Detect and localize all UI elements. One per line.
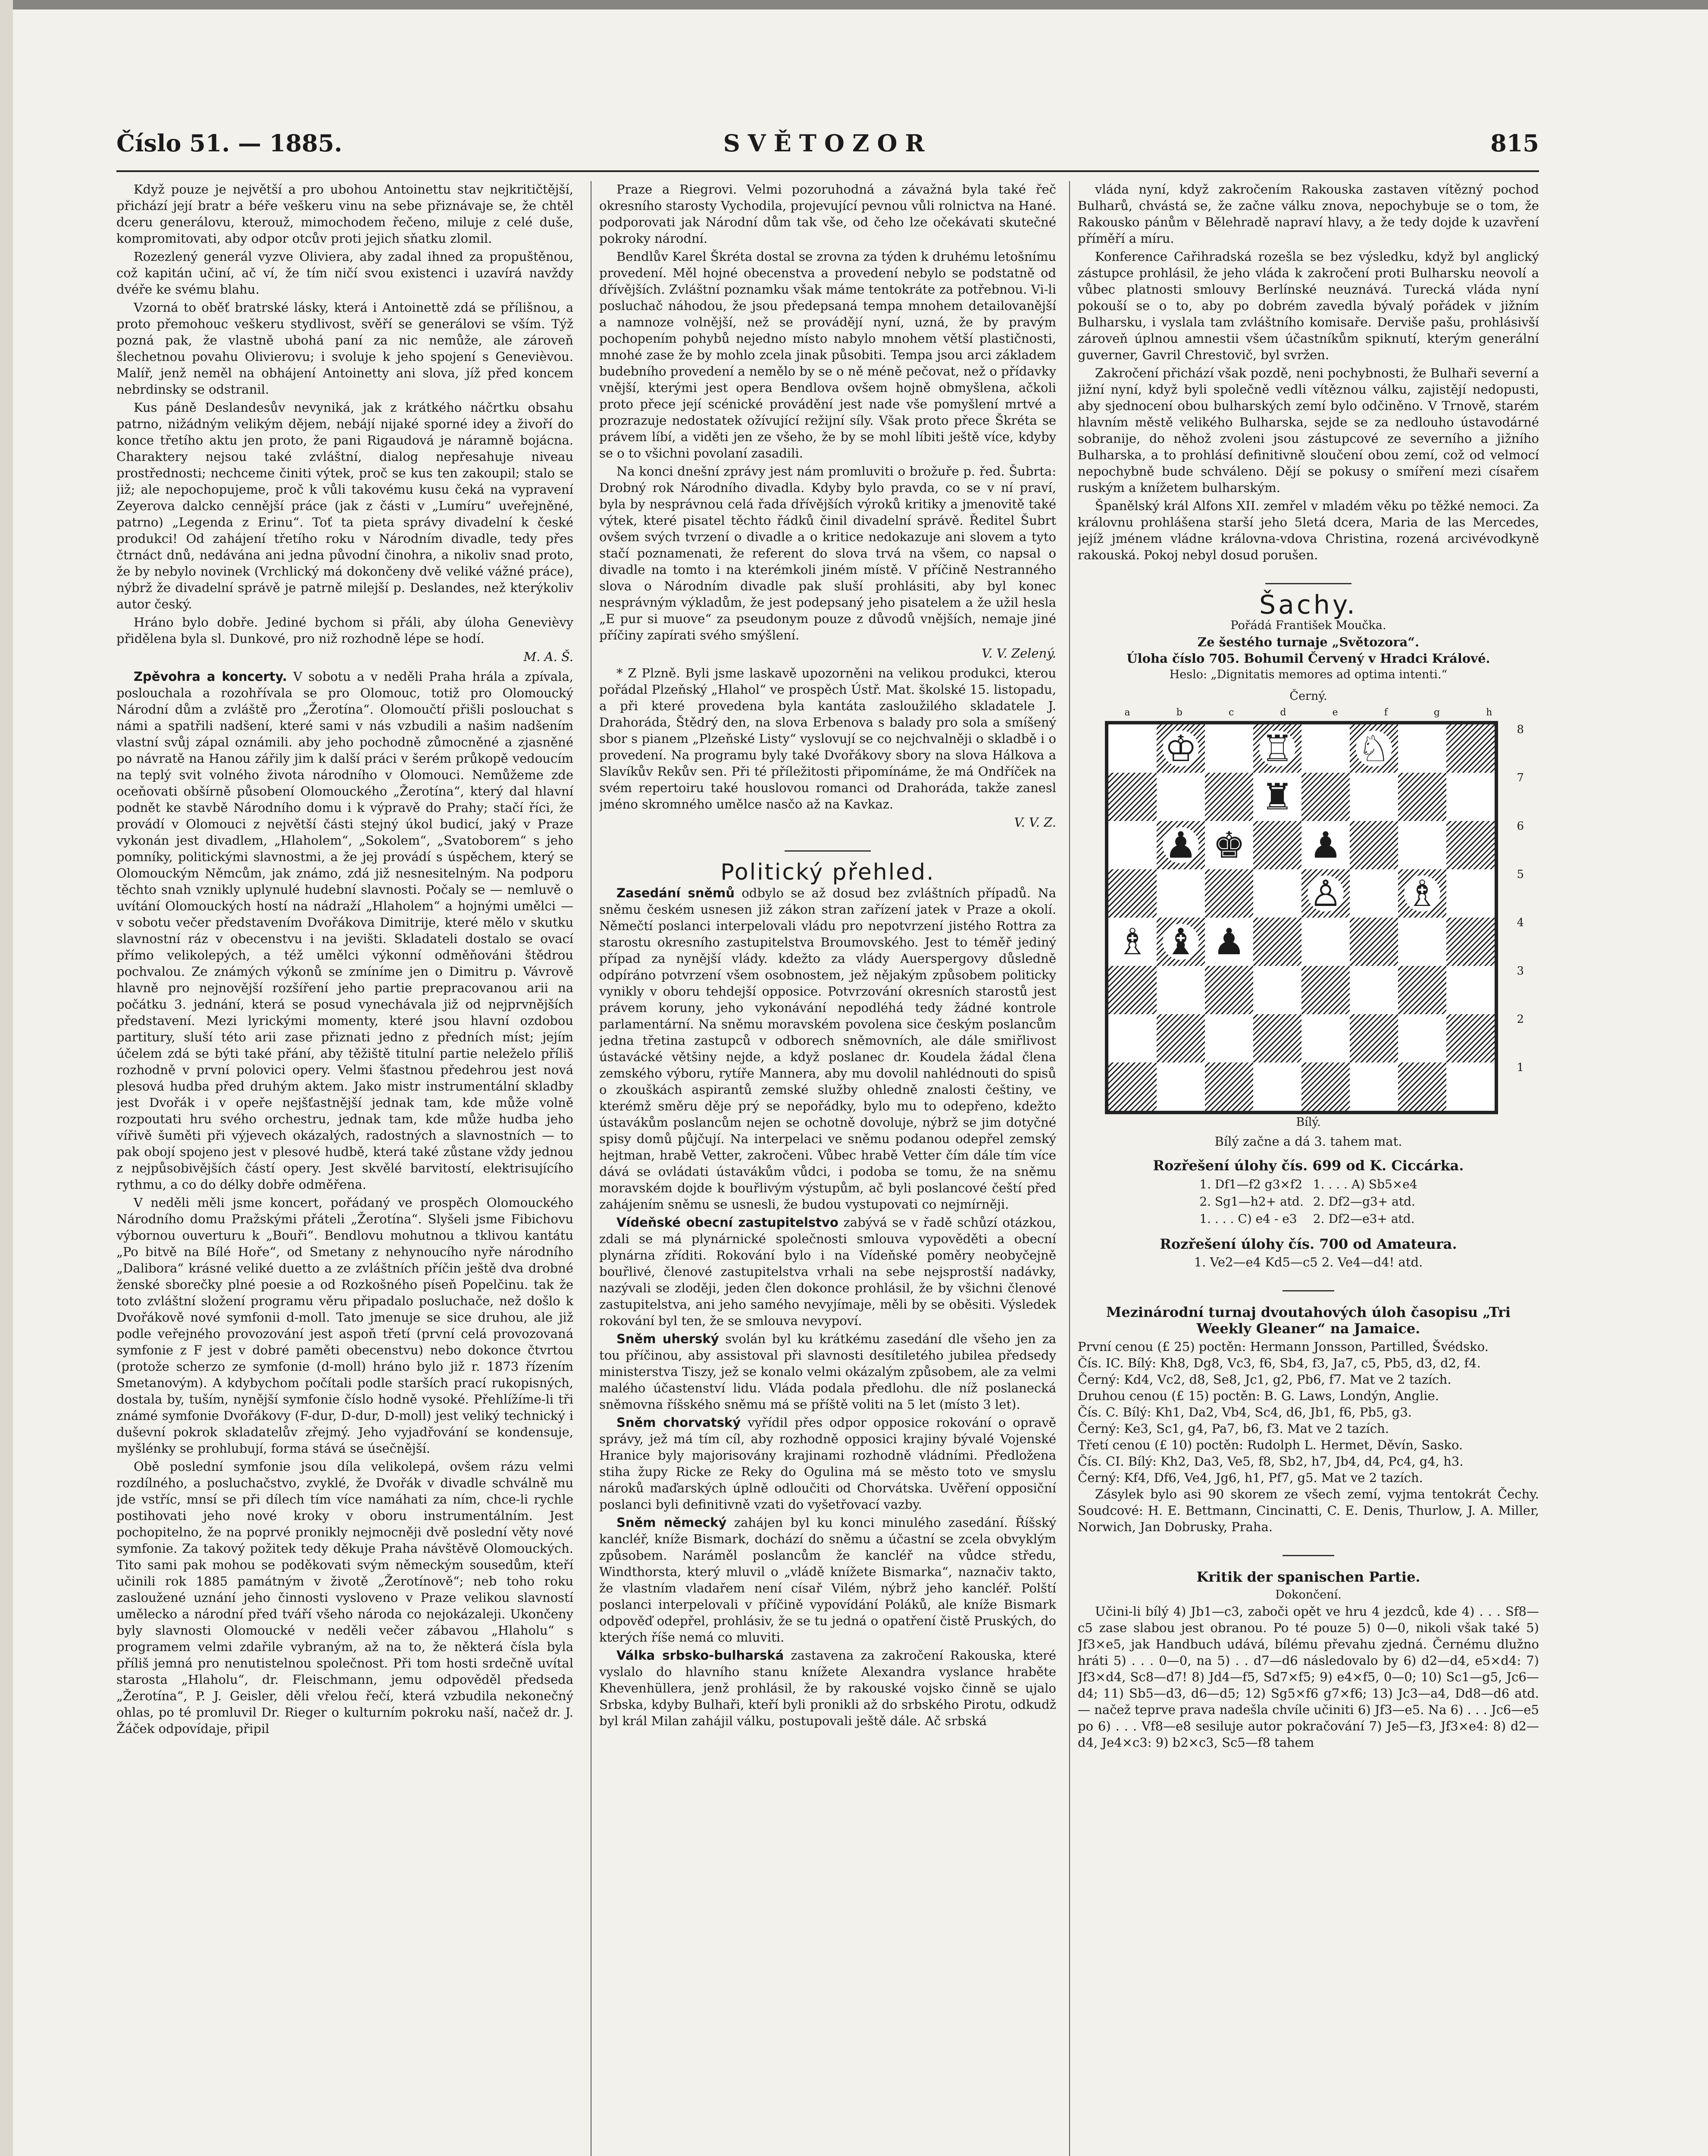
board-square [1301, 966, 1350, 1014]
file-label: c [1228, 707, 1234, 718]
board-square [1108, 966, 1157, 1014]
paragraph: Hráno bylo dobře. Jediné bychom si přáli, aby úloha Genevièvy přidělena byla sl. Dunkové, pro niž rozhodně lépe se hodí. [116, 615, 573, 646]
paragraph: Učini-li bílý 4) Jb1—c3, zaboči opět ve hru 4 jezdců, kde 4) . . . Sf8—c5 zase slabou jest obranou. Po té pouze 5) 0—0, nikoli však také 5) Jf3×e5, jak Handbuch udává, bílému převahu zjedná. Černému dlužno hráti 5) . . . 0—0, na 5) . . d7—d6 následovalo by 6) d2—d4, e5×d4: 7) Jf3×d4, Sc8—d7! 8) Jd4—f5, Sd7×f5; 9) e4×f5, 0—0; 10) Sc1—g5, Jc6—d4; 11) Sb5—d3, d6—d5; 12) Sg5×f6 g7×f6; 13) Jc3—a4, Dd8—d6 atd. — načež teprve prava nadešla chvíle učiniti 6) Jf3—e5. Na 6) . . . Jc6—e5 po 6) . . . Vf8—e8 sesiluje autor pokračování 7) Je5—f3, Jf3×e4: 8) d2—d4, Je4×c3: 9) b2×c3, Sc5—f8 tahem [1078, 1604, 1539, 1750]
chess-piece: ♟ [1163, 827, 1198, 863]
board-square [1350, 869, 1398, 918]
board-square [1253, 1062, 1301, 1111]
board-square [1157, 869, 1205, 918]
paragraph: Španělský král Alfons XII. zemřel v mladém věku po těžké nemoci. Za královnu prohlášena starší jeho 5letá dcera, Maria de las Mercedes, jejíž jménem vládne královna-vdova Christina, rozená arcivévodkyně rakouská. Pokoj nebyl dosud porušen. [1078, 498, 1539, 562]
board-square [1205, 1014, 1253, 1062]
page-header [116, 129, 1539, 164]
tourney-line: První cenou (£ 25) poctěn: Hermann Jonsson, Partilled, Švédsko. [1078, 1339, 1489, 1354]
chess-arranger: Pořádá František Moučka. [1230, 619, 1386, 632]
board-square [1253, 869, 1301, 918]
chess-piece: ♚ [1211, 827, 1247, 863]
white-label: Bílý. [1296, 1116, 1321, 1129]
black-label: Černý. [1289, 689, 1327, 703]
board-square [1157, 918, 1205, 966]
file-label: h [1486, 707, 1492, 718]
paragraph: Zásylek bylo asi 90 skorem ze všech zemí, vyjma tentokrát Čechy. Soudcové: H. E. Bettmann, Cincinatti, C. E. Denis, Thurlow, J. A. Miller, Norwich, Jan Dobrusky, Praha. [1078, 1487, 1539, 1534]
board-square [1350, 724, 1398, 773]
header-rule [116, 170, 1539, 172]
table-cell: 1. . . . A) Sb5×e4 [1313, 1177, 1417, 1191]
file-label: d [1280, 707, 1286, 718]
paragraph-text: zahájen byl ku konci minulého zasedání. Říšský kancléř, kníže Bismark, dochází do sněmu a účastní se zcela obvyklým způsobem. Naráměl poslancům že kancléř na vůdce středu, Windthorsta, který mluvil o „vládě knížete Bismarka“, naznačiv takto, že vlastním vladařem není císař Vilém, nýbrž jeho kancléř. Polští poslanci interpelovali v příčině vypovídání Poláků, ale kníže Bismark odpověď odepřel, prohlásiv, že se tu jedná o opatření čistě Pruských, do kterých říše nemá co mluviti. [599, 1515, 1056, 1645]
paragraph-text: V sobotu a v neděli Praha hrála a zpívala, poslouchala a rozohřívala se pro Olomouc, totiž pro Olomoucký Národní dům a zvláště pro „Žerotína“. Olomoučtí přišli poslouchat s námi a spatřili nadšení, které sami v nás vzbudili a našim nadšením vlastní svůj zápal oznámili. aby jeho pochodně zůmocněné a zjasněné po návratě na Hanou zářily jim k další práci v šerém průkopě vedoucím na teplý svit volného života národního v Olomouci. Nemůžeme zde oceňovati obšírně působení Olomouckého „Žerotína“, který dal hlavní podnět ke stavbě Národního domu i k výpravě do Prahy; stačí říci, že provádí v Olomouci z největší části stejný úkol budicí, jaký v Praze vykonán jest divadlem, „Hlaholem“, „Sokolem“, „Svatoborem“ s jeho pomníky, politickými slavnostmi, a že jej provádí s úspěchem, který se Olomouckým Němcům, jak známo, zdá již nesnesitelným. Na podporu těchto snah vznikly uplynulé hudební slavnosti. Počaly se — nemluvě o uvítání Olomouckých hostí na nádraží „Hlaholem“ a hojnými umělci — v sobotu večer představením Dvořákova Dimitrije, které mělo v skutku slavnostní ráz v obecenstvu i na jevišti. Skladateli dostalo se ovací přímo velikolepých, a též umělci výkonní odměňováni štědrou pochvalou. Ze známých výkonů se zmíníme jen o Dimitru p. Vávrově hlavně pro nejnovější rozšíření jeho partie prepracovanou arii na počátku 3. jednání, která se posud vynechávala již od nejprvnějších představení. Mezi lyrickými momenty, které jsou hlavní ozdobou partitury, sluší této arii zase přiznati jedno z předních míst; jejím účelem zdá se býti také přání, aby těžiště titulní partie neleželo příliš rozhodně v první polovici opery. Velmi šťastnou předehrou jest nová plesová hudba před druhým aktem. Jako mistr instrumentální skladby jest Dvořák i v opeře nejšťastnější jednak tam, kde může volně rozpoutati hru svého orchestru, jednak tam, kde může hudba jeho vířivě šuměti při výjevech okázalých, radostných a slavnostních — to pak obojí spojeno jest v plesové hudbě, která také zůstane vždy jednou z nejpůsobivějších částí opery. Jest skvělé barvitostí, elektrisujícího rythmu, a co do délky dobře odměřena. [116, 669, 573, 1192]
board-square [1398, 918, 1446, 966]
tourney-line: Čís. IC. Bílý: Kh8, Dg8, Vc3, f6, Sb4, f3, Ja7, c5, Pb5, d3, d2, f4. [1078, 1356, 1481, 1370]
rank-label: 6 [1517, 820, 1524, 833]
board-square [1446, 821, 1495, 869]
table-cell: 1. . . . C) e4 - e3 [1199, 1212, 1297, 1226]
board-square [1446, 1062, 1495, 1111]
board-square [1301, 1014, 1350, 1062]
board-square [1108, 773, 1157, 821]
board-square [1301, 1062, 1350, 1111]
run-in-heading: Sněm uherský [616, 1332, 719, 1346]
board-square [1350, 1014, 1398, 1062]
board-square [1108, 1014, 1157, 1062]
board-square [1350, 773, 1398, 821]
paragraph: Vzorná to oběť bratrské lásky, která i Antoinettě zdá se přílišnou, a proto přemohouc veškeru stydlivost, svěří se generálovi se vším. Týž pozná pak, že vlastně ubohá paní za nic nemůže, ale zároveň šlechetnou povahu Olivierovu; i svoluje k jeho spojení s Genevièvou. Malíř, jenž neměl na obhájení Antoinetty ani slova, jíž před koncem nebrdinsky se odstranil. [116, 300, 573, 397]
paragraph: Obě poslední symfonie jsou díla velikolepá, ovšem rázu velmi rozdílného, a posluchačstvo, zvyklé, že Dvořák v divadle schválně mu jde vstříc, mnsí se při dílech tím více namáhati za ním, chce-li rychle postihovati jeho nové kroky v oboru instrumentálním. Jest pochopitelno, že na poprvé pronikly nejmocněji dvě poslední věty nové symfonie. Za takový požitek tedy děkuje Praha návštěvě Olomouckých. Tito sami pak mohou se poděkovati svým německým sousedům, kteří učinili rok 1885 památným v životě „Žerotínově“; neb toho roku zasloužené uznání jeho činnosti vysloveno v Praze velikou slavností umělecko a národní před tváří všeho národa co nejokázaleji. Ukončeny byly slavnosti Olomoucké v neděli večer zábavou „Hlaholu“ s programem velmi zdařile vybraným, až na to, že některá čísla byla příliš jemná pro nenutistelnou společnost. Při tom hosti srdečně uvítal starosta „Hlaholu“, dr. Fleischmann, jemu odpověděl předseda „Žerotína“, P. J. Geisler, děli vřelou řečí, která vzbudila nekonečný ohlas, po té promluvil Dr. Rieger o kulturním pokroku naší, načež dr. J. Žáček odpovídaje, připil [116, 1459, 573, 1736]
board-square [1205, 918, 1253, 966]
board-square [1157, 773, 1205, 821]
board-square [1205, 821, 1253, 869]
problem-caption: Bílý začne a dá 3. tahem mat. [1214, 1134, 1402, 1149]
board-square [1108, 821, 1157, 869]
board-square [1301, 724, 1350, 773]
file-label: f [1384, 707, 1388, 718]
board-square [1398, 1062, 1446, 1111]
board-square [1108, 869, 1157, 918]
solution-title: Rozřešení úlohy čís. 699 od K. Ciccárka. [1153, 1157, 1464, 1174]
problem-title: Úloha číslo 705. Bohumil Červený v Hradci Králové. [1126, 651, 1490, 666]
chess-diagram [1093, 688, 1524, 1131]
board-square [1446, 773, 1495, 821]
rank-label: 2 [1517, 1013, 1524, 1026]
column-1 [116, 181, 573, 2156]
chess-piece: ♗ [1404, 875, 1440, 912]
board-square [1253, 918, 1301, 966]
column-2 [599, 181, 1056, 2156]
board-square [1446, 724, 1495, 773]
paragraph: Bendlův Karel Škréta dostal se zrovna za týden k druhému letošnímu provedení. Měl hojné obecenstva a provedení nebylo se podstatně od dřívějších. Zvláštní poznamku však máme tentokráte za potřebnou. Vi-li posluchač náhodou, že jsou předepsaná tempa mnohem detailovanější a namnoze volnější, než se provádějí nyní, uzná, že by pravým pochopením pohybů nejedno místo nabylo mnohem větší plastičnosti, mnohé zase že by mohlo zcela jinak působiti. Tempa jsou arci základem budebního provedení a nemělo by se o ně méně pečovat, než o přídavky vnější, kterými jest opera Bendlova ovšem hojně obmyšlena, ačkoli proto přece její scénické provádění jest nade vše pomyšlení mrtvé a prozrazuje nedostatek ožívující režijní síly. Však proto přece Škréta se právem líbí, a viděti jen ze všeho, že by se mohl líbiti ještě více, kdyby se o to všichni povolaní zasadili. [599, 249, 1056, 461]
rank-label: 4 [1517, 916, 1524, 929]
issue-number: Číslo 51. — 1885. [116, 129, 342, 157]
board-square [1253, 773, 1301, 821]
run-in-heading: Zasedání sněmů [616, 886, 735, 900]
solution-line: 1. Ve2—e4 Kd5—c5 2. Ve4—d4! atd. [1194, 1255, 1423, 1269]
board-square [1446, 966, 1495, 1014]
chessboard [1105, 721, 1498, 1114]
file-labels [1101, 705, 1515, 721]
board-square [1205, 869, 1253, 918]
run-in-heading: Sněm chorvatský [616, 1415, 741, 1430]
board-square [1398, 821, 1446, 869]
paragraph-text: vyřídil přes odpor opposice rokování o opravě správy, jež má tím cíl, aby rozhodně opposici krajiny bývalé Vojenské Hranice byly majorisovány krajinami rozhodně vládními. Předložena stiha župy Ricke ze Reky do Ogulina má se město toto ve smyslu nároků maďarských úplně odloučiti od Chorvátska. Uvěření opposiční poslanci byli definitivně vzati do vyšetřovací vazby. [599, 1415, 1056, 1512]
board-square [1157, 966, 1205, 1014]
board-square [1157, 1014, 1205, 1062]
tourney-title: Ze šestého turnaje „Světozora“. [1197, 635, 1420, 649]
column-divider [1069, 181, 1070, 2156]
chess-piece: ♜ [1259, 779, 1295, 815]
paragraph: vláda nyní, když zakročením Rakouska zastaven vítězný pochod Bulharů, chvástá se, že začne válku znova, nepochybuje se o tom, že Rakousko pánům v Bělehradě napraví hlavy, a že tedy dojde k uzavření příměří a míru. [1078, 182, 1539, 246]
column-3 [1078, 181, 1539, 2156]
board-square [1157, 821, 1205, 869]
file-label: e [1332, 707, 1338, 718]
tourney-heading: Mezinárodní turnaj dvoutahových úloh časopisu „Tri Weekly Gleaner“ na Jamaice. [1106, 1304, 1511, 1337]
chess-piece: ♖ [1259, 730, 1295, 767]
rank-label: 7 [1517, 771, 1524, 784]
paragraph: Konference Cařihradská rozešla se bez výsledku, když byl anglický zástupce prohlásil, že jeho vláda k zakročení proti Bulharsku neovolí a vůbec platnosti smlouvy Berlínské neuznává. Turecká vláda nyní pokouší se o to, aby po dobrém zavedla bývalý pořádek v jižním Bulharsku, i vyslala tam zvláštního komisaře. Derviše pašu, prohlásivší zároveň úplnou amnestii všem účastníkům spiknutí, kterým generální guverner, Gavril Chrestovič, byl svržen. [1078, 249, 1539, 362]
ornament-divider [1078, 1544, 1539, 1560]
board-square [1446, 1014, 1495, 1062]
run-in-heading: Zpěvohra a koncerty. [134, 669, 287, 684]
tourney-line: Druhou cenou (£ 15) poctěn: B. G. Laws, Londýn, Anglie. [1078, 1388, 1439, 1403]
rank-label: 5 [1517, 868, 1524, 881]
paragraph: Zakročení přichází však pozdě, neni pochybnosti, že Bulhaři severní a jižní nyní, když byli společně vedli vítěznou válku, zajistějí nedopusti, aby sjednocení obou bulharských zemí bylo odčiněno. V Trnově, starém hlavním městě velikého Bulharska, sejde se za nedlouho ústavodárné sobranije, do něhož zvoleni jsou zástupcové ze severního a jižního Bulharska, a to prohlásí definitivně sloučení obou zemí, což od velmocí nepochybně bude schváleno. Dějí se pokusy o smíření mezi císařem ruským a knížetem bulharským. [1078, 366, 1539, 495]
rank-labels [1517, 705, 1524, 1092]
board-square [1301, 773, 1350, 821]
tourney-line: Čís. C. Bílý: Kh1, Da2, Vb4, Sc4, d6, Jb1, f6, Pb5, g3. [1078, 1405, 1412, 1420]
tourney-line: Černý: Kd4, Vc2, d8, Se8, Jc1, g2, Pb6, f7. Mat ve 2 tazích. [1078, 1372, 1451, 1387]
board-square [1253, 966, 1301, 1014]
run-in-heading: Válka srbsko-bulharská [616, 1648, 784, 1663]
tourney-line: Třetí cenou (£ 10) poctěn: Rudolph L. Hermet, Děvín, Sasko. [1078, 1438, 1463, 1452]
rank-label: 8 [1517, 723, 1524, 736]
file-label: b [1176, 707, 1182, 718]
paragraph: Rozezlený generál vyzve Oliviera, aby zadal ihned za propuštěnou, což kapitán učiní, ač ví, že tím ničí svou existenci i uzavírá navždy dvéře ke svému blahu. [116, 249, 573, 297]
paragraph [599, 885, 1056, 1213]
tourney-line: Čís. CI. Bílý: Kh2, Da3, Ve5, f8, Sb2, h7, Jb4, d4, Pc4, g4, h3. [1078, 1454, 1464, 1469]
scan-edge-top [0, 0, 1708, 9]
chess-section-title: Šachy. [1259, 590, 1358, 620]
file-label: a [1124, 707, 1130, 718]
board-square [1205, 1062, 1253, 1111]
paragraph: Když pouze je největší a pro ubohou Antoinettu stav nejkritičtější, přichází její bratr a béře veškeru vinu na sebe přiznávaje se, že chtěl dceru generálovu, kterouž, mimochodem řečeno, miluje z celé duše, kompromitovati, aby odpor otcův proti jejich sňatku zlomil. [116, 182, 573, 246]
table-cell: 2. Sg1—h2+ atd. [1199, 1194, 1304, 1209]
board-square [1157, 1062, 1205, 1111]
scan-edge-left [0, 0, 13, 2156]
problem-motto: Heslo: „Dignitatis memores ad optima intenti.“ [1169, 668, 1448, 681]
paragraph: Kus páně Deslandesův nevyniká, jak z krátkého náčrtku obsahu patrno, nižádným velikým dějem, nebájí nijaké sporné idey a živoří do konce třetího aktu jen proto, že pani Rigaudová je náramně bojácna. Charaktery nejsou také zvláštní, dialog nepřesahuje niveau prostřednosti; nechceme činiti výtek, proč se kus ten zakoupil; stalo se již; ale nepochopujeme, proč k vůli takovému kusu čeká na vypravení Zeyerova dalcko cennější práce (jak z části v „Lumíru“ uveřejněné, patrno) „Legenda z Erinu“. Toť ta pieta správy divadelní k české produkci! Od zahájení třetího roku v Národním divadle, tedy přes čtrnáct dnů, nedávána ani jedna původní činohra, a nikoliv snad proto, že by nebylo novinek (Vrchlický má dokončeny dvě veliké vážné práce), nýbrž že divadelní správě je patrně milejší p. Deslandes, než kterýkoliv autor český. [116, 400, 573, 611]
board-square [1446, 918, 1495, 966]
paragraph-text: svolán byl ku krátkému zasedání dle všeho jen za tou příčinou, aby assistoval při slavnosti desítiletého jubilea předsedy ministerstva Tiszy, jež se konalo velmi okázalým způsobem, ale za velmi malého účastenství lidu. Vláda podala předlohu. dle níž poslanecká sněmovna říšského sněmu má se příště voliti na 5 let (místo 3 let). [599, 1332, 1056, 1412]
table-row [1195, 1211, 1421, 1227]
board-square [1205, 966, 1253, 1014]
ornament-divider [1078, 1279, 1539, 1295]
table-cell: 1. Df1—f2 g3×f2 [1199, 1177, 1303, 1191]
board-square [1301, 918, 1350, 966]
board-square [1301, 821, 1350, 869]
board-square [1108, 918, 1157, 966]
run-in-heading: Sněm německý [616, 1515, 727, 1530]
paragraph [599, 1514, 1056, 1645]
paragraph [599, 1414, 1056, 1513]
board-square [1108, 724, 1157, 773]
section-title: Politický přehled. [720, 859, 935, 885]
paragraph [599, 1331, 1056, 1413]
table-row [1195, 1194, 1421, 1210]
solution-table [1194, 1175, 1422, 1228]
tourney-line: Černý: Ke3, Sc1, g4, Pa7, b6, f3. Mat ve 2 tazích. [1078, 1421, 1389, 1436]
author-signature: V. V. Z. [1014, 815, 1056, 830]
board-square [1301, 869, 1350, 918]
board-square [1398, 966, 1446, 1014]
board-square [1205, 724, 1253, 773]
board-square [1157, 724, 1205, 773]
ornament-divider [1078, 572, 1539, 588]
board-square [1398, 1014, 1446, 1062]
chess-piece: ♟ [1308, 827, 1343, 863]
paragraph [599, 1214, 1056, 1329]
board-square [1253, 821, 1301, 869]
board-square [1205, 773, 1253, 821]
paragraph: * Z Plzně. Byli jsme laskavě upozorněni na velikou produkci, kterou pořádal Plzeňský „Hlahol“ ve prospěch Ústř. Mat. školské 15. listopadu, a při které provedena byla kantáta zasloužilého skladatele J. Drahoráda, Štědrý den, na slova Erbenova s balady pro sola a smíšený sbor s pianem „Plzeňské Listy“ vyslovují se co nejchvalněji o skladbě i o provedení. Na programu byly také Dvořákovy sbory na slova Hálkova a Slavíkův Rekův sen. Při té příležitosti připomínáme, že má Ondříček na svém repertoiru také houslovou romanci od Drahoráda, takže zanesl jméno skromného umělce nasčo až na Kavkaz. [599, 666, 1056, 812]
run-in-heading: Vídeňské obecní zastupitelstvo [616, 1215, 838, 1230]
masthead-title: SVĚTOZOR [723, 129, 932, 157]
chess-piece: ♟ [1211, 924, 1247, 960]
board-square [1350, 821, 1398, 869]
author-signature: V. V. Zelený. [982, 646, 1056, 661]
paragraph: Na konci dnešní zprávy jest nám promluviti o brožuře p. řed. Šubrta: Drobný rok Národního divadla. Kdyby bylo pravda, co se v ní praví, byla by nesprávnou celá řada dřívějších výroků kritiky a jmenovitě také výtek, které pisatel těchto řádků činil divadelní správě. Ředitel Šubrt ovšem svých tvrzení o divadle a o kritice nedokazuje ani slovem a tyto stačí poznamenati, že referent do slova trvá na všem, co napsal o divadle na tomto i na kterémkoli jiném místě. V příčině Nestranného slova o Národním divadle pak sluší prohlásiti, aby byl konec nesprávným výkladům, že jest podepsaný jeho pisatelem a že užil hesla „E pur si muove“ za pseudonym pouze z důvodů vnějších, nemaje jiné příčiny zapírati svého smýšlení. [599, 464, 1056, 642]
tourney-line: Černý: Kf4, Df6, Ve4, Jg6, h1, Pf7, g5. Mat ve 2 tazích. [1078, 1470, 1423, 1485]
chess-piece: ♙ [1308, 875, 1343, 912]
board-square [1253, 1014, 1301, 1062]
board-square [1350, 1062, 1398, 1111]
rank-label: 3 [1517, 965, 1524, 978]
paragraph: V neděli měli jsme koncert, pořádaný ve prospěch Olomouckého Národního domu Pražskými přáteli „Žerotína“. Slyšeli jsme Fibichovu výbornou ouverturu k „Bouři“. Bendlovu mohutnou a tklivou kantátu „Po bitvě na Bílé Hoře“, od Smetany z nehynoucího nyře národního „Dalibora“ krásné veliké duetto a ze zvláštních příčin ještě dva drobné ženské sborečky plné poesie a od Rozkošného píseň Popelčinu. tak že toto zvláštní složení programu věru připadalo posluchače, než došlo k Dvořákově nové symfonii d-moll. Tato jmenuje se sice druhou, ale již podle veřejného provozování jest aspoň třetí (první celá provozovaná symfonie z F jest v dobré paměti obecenstvu) nebo dokonce čtvrtou (protože scherzo ze symfonie (d-moll) hráno bylo již r. 1873 řízením Smetanovým). A kdybychom počítali podle starších prací rukopisných, dostala by, tuším, nynější symfonie číslo hodně vysoké. Přehlížíme-li tři známé symfonie Dvořákovy (F-dur, D-dur, D-moll) jest veliký technický i duševní pokrok skladatelův zřejmý. Jeho vyjadřování se kondensuje, myšlénky se prohlubují, forma stává se úsečnější. [116, 1195, 573, 1456]
board-square [1350, 918, 1398, 966]
chess-piece: ♔ [1163, 730, 1198, 767]
board-square [1446, 869, 1495, 918]
table-cell: 2. Df2—e3+ atd. [1313, 1212, 1415, 1226]
author-signature: M. A. Š. [523, 649, 573, 664]
page-number: 815 [1490, 129, 1539, 157]
chess-piece: ♘ [1356, 730, 1392, 767]
table-row [1195, 1176, 1421, 1193]
board-square [1398, 773, 1446, 821]
paragraph: Praze a Riegrovi. Velmi pozoruhodná a závažná byla také řeč okresního starosty Vychodila, projevující pevnou vůli rolnictva na Hané. podporovati jak Národní dům tak vše, od čeho lze očekávati skutečné pokroky národní. [599, 182, 1056, 246]
board-square [1398, 724, 1446, 773]
board-square [1350, 966, 1398, 1014]
solution-title: Rozřešení úlohy čís. 700 od Amateura. [1160, 1236, 1457, 1252]
chess-piece: ♗ [1114, 924, 1150, 960]
rank-label: 1 [1517, 1061, 1524, 1074]
board-square [1253, 724, 1301, 773]
paragraph [116, 668, 573, 1193]
board-square [1398, 869, 1446, 918]
article-subtitle: Dokončení. [1275, 1588, 1342, 1601]
paragraph-text: odbylo se až dosud bez zvláštních případů. Na sněmu českém usnesen již zákon stran zařízení jatek v Praze a okolí. Němečtí poslanci interpelovali vládu pro nepotvrzení jistého Rottra za starostu okresního zastupitelstva Broumovského. Jest to téměř jediný případ za nynější vlády. kdežto za vlády Auerspergovy důsledně odpíráno potvrzení všem osobnostem, jež nějakým způsobem politicky vynikly v oboru tehdejší opposice. Potvrzování okresních starostů jest právem koruny, jeho vykonávání nepodléhá tedy žádné kontrole parlamentární. Na sněmu moravském povolena sice českým poslancům jedna třetina zastupců v odborech sněmovních, ale dále smiřlivost ústavácké většiny nejde, a když poslanec dr. Koudela žádal člena zemského výboru, rytíře Mannera, aby mu dovolil nahlédnouti do spisů o zkouškách aspirantů zemské služby ohledně znalosti češtiny, ve kterémž směru děje prý se nepořádky, bylo mu to odepřeno, kdežto ústavákům poslancům nejen se ochotně dovoluje, nýbrž se jim dotyčné spisy domů půjčují. Na interpelaci ve sněmu podanou odepřel zemský hejtman, hrabě Vetter, zakročeni. Vůbec hrabě Vetter čím dále tím více dává se ovládati ústavákům vůdci, i podoba se tomu, že na sněmu moravském dojde k bouřlivým výstupům, ač byli poslancové čeští před zahájením sněmu se usnesli, že budou vystupovati co nejmírněji. [599, 886, 1056, 1212]
board-square [1108, 1062, 1157, 1111]
ornament-divider [599, 839, 1056, 856]
paragraph [599, 1647, 1056, 1729]
file-label: g [1434, 707, 1440, 718]
table-cell: 2. Df2—g3+ atd. [1313, 1194, 1415, 1209]
chess-piece: ♝ [1163, 924, 1198, 960]
paragraph-text: zabývá se v řadě schůzí otázkou, zdali se má plynárnické společnosti smlouva vypověděti a obecní plynárna zříditi. Rokování bylo i na Vídeňské poměry neobyčejně bouřlivé, členové zastupitelstva vrhali na sebe nejsprostší nadávky, nazývali se zloději, jeden člen dokonce prohlásil, že by všichni členové zastupitelstva, ani jeho samého nevyjímaje, měli by se oběsiti. Výsledek rokování byl ten, že se smlouva nevypoví. [599, 1215, 1056, 1328]
article-title: Kritik der spanischen Partie. [1196, 1569, 1420, 1585]
paragraph-text: zastavena za zakročení Rakouska, které vyslalo do hlavního stanu knížete Alexandra vyslance hraběte Khevenhüllera, jenž prohlásil, že by rakouské vojsko činně se ujalo Srbska, kdyby Bulhaři, kteří byli pronikli až do srbského Pirotu, odkudž byl král Milan zahájil válku, postupovali ještě dále. Ač srbská [599, 1648, 1056, 1728]
